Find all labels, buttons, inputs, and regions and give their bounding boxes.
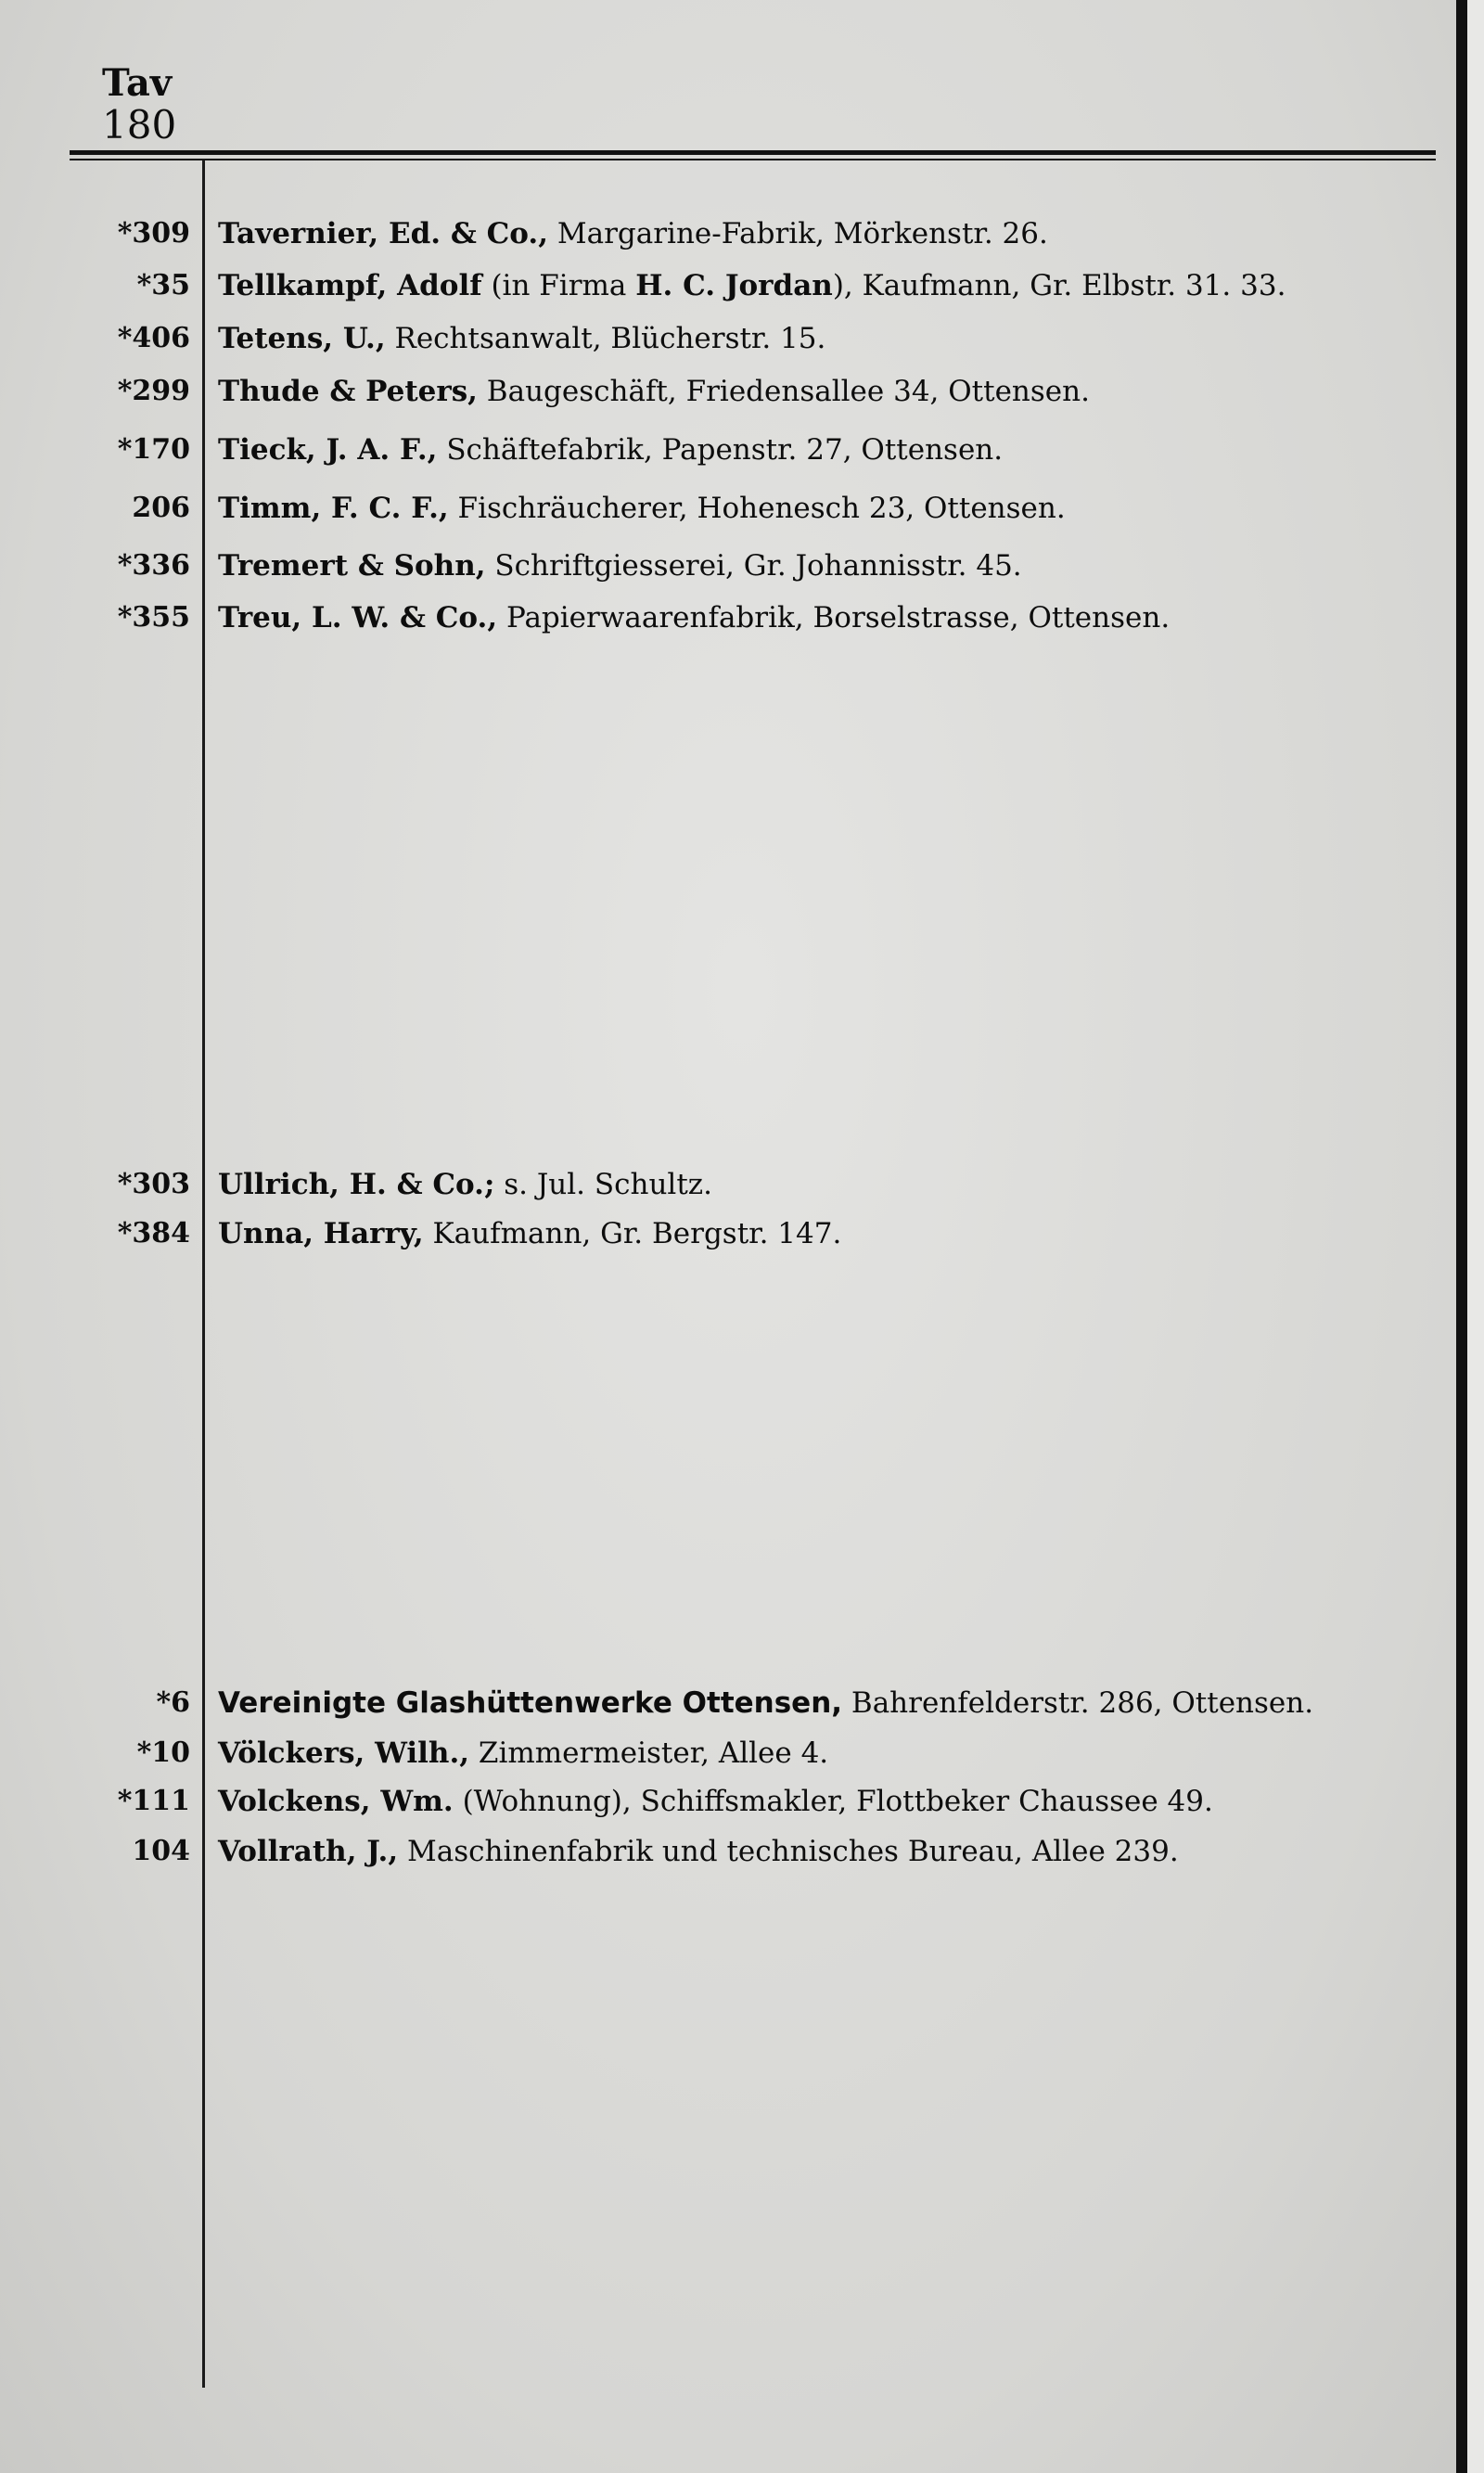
entry-text (218, 538, 1022, 594)
entry-text (218, 481, 1066, 536)
entry-name: Tieck, J. A. F., (218, 433, 438, 467)
list-item (0, 1157, 1447, 1212)
entry-name: Unna, Harry, (218, 1217, 424, 1250)
entry-text (218, 1824, 1179, 1879)
entry-number: *35 (136, 269, 190, 301)
entry-name: Vollrath, J., (218, 1835, 399, 1868)
entry-number: *170 (117, 433, 190, 466)
entry-number: *336 (117, 549, 190, 582)
list-item (0, 538, 1447, 594)
entry-detail: Schäftefabrik, Papenstr. 27, Ottensen. (437, 433, 1004, 467)
entry-text (218, 1675, 1313, 1731)
page-edge (1467, 0, 1484, 2473)
entry-number: 104 (132, 1835, 190, 1867)
list-item (0, 1206, 1447, 1262)
entry-number: *355 (117, 601, 190, 634)
entry-text (218, 258, 1286, 314)
entry-detail: Rechtsanwalt, Blücherstr. 15. (385, 322, 826, 355)
entry-number: *303 (117, 1168, 190, 1200)
list-item (0, 481, 1447, 536)
list-item (0, 206, 1447, 262)
header-tab: Tav (102, 61, 173, 105)
entry-firm: H. C. Jordan (635, 269, 833, 302)
entry-detail: Baugeschäft, Friedensallee 34, Ottensen. (477, 375, 1090, 408)
entry-number: *406 (117, 322, 190, 354)
entry-text (218, 1725, 828, 1781)
entry-detail: Bahrenfelderstr. 286, Ottensen. (842, 1686, 1314, 1720)
list-item (0, 1675, 1447, 1731)
entry-number: *309 (117, 217, 190, 250)
entry-name: Thude & Peters, (218, 375, 478, 408)
entry-name: Volckens, Wm. (218, 1785, 454, 1818)
entry-name: Völckers, Wilh., (218, 1736, 470, 1770)
list-item (0, 1774, 1447, 1829)
header-rule-thin (70, 159, 1436, 160)
list-item (0, 258, 1447, 314)
entry-number: *111 (117, 1785, 190, 1817)
entry-number: 206 (132, 492, 190, 524)
entry-detail: (in Firma (481, 269, 636, 302)
binding-shadow (1456, 0, 1467, 2473)
list-item (0, 364, 1447, 419)
entry-detail: Kaufmann, Gr. Bergstr. 147. (423, 1217, 842, 1250)
entry-text (218, 1206, 841, 1262)
entry-name: Treu, L. W. & Co., (218, 601, 498, 634)
entry-number: *10 (136, 1736, 190, 1769)
entry-detail: (Wohnung), Schiffsmakler, Flottbeker Chaussee 49. (453, 1785, 1213, 1818)
entry-name: Tremert & Sohn, (218, 549, 486, 583)
list-item (0, 590, 1447, 646)
entry-number: *384 (117, 1217, 190, 1249)
header-rule (70, 150, 1436, 155)
entry-number: *6 (156, 1686, 190, 1719)
entry-name: Timm, F. C. F., (218, 492, 449, 525)
list-item (0, 311, 1447, 366)
page-header (102, 61, 177, 147)
entry-name: Tavernier, Ed. & Co., (218, 217, 549, 250)
entry-detail: s. Jul. Schultz. (494, 1168, 712, 1201)
entry-text (218, 1774, 1213, 1829)
entry-text (218, 590, 1170, 646)
entry-name: Tetens, U., (218, 322, 386, 355)
entry-text (218, 1157, 712, 1212)
entry-detail: Zimmermeister, Allee 4. (469, 1736, 829, 1770)
entry-name: Ullrich, H. & Co.; (218, 1168, 495, 1201)
list-item (0, 1824, 1447, 1879)
entry-detail: Papierwaarenfabrik, Borselstrasse, Ottensen. (497, 601, 1171, 634)
list-item (0, 422, 1447, 478)
entry-number: *299 (117, 375, 190, 407)
entry-text (218, 364, 1090, 419)
page-number: 180 (102, 102, 177, 147)
list-item (0, 1725, 1447, 1781)
entry-text (218, 206, 1048, 262)
entry-text (218, 311, 825, 366)
entry-name: Vereinigte Glashüttenwerke Ottensen, (218, 1686, 843, 1720)
entry-name: Tellkampf, Adolf (218, 269, 482, 302)
entry-detail: Maschinenfabrik und technisches Bureau, Allee 239. (398, 1835, 1179, 1868)
entry-text (218, 422, 1003, 478)
entry-detail: ), Kaufmann, Gr. Elbstr. 31. 33. (832, 269, 1286, 302)
entry-detail: Schriftgiesserei, Gr. Johannisstr. 45. (485, 549, 1022, 583)
entry-detail: Fischräucherer, Hohenesch 23, Ottensen. (448, 492, 1066, 525)
entry-detail: Margarine-Fabrik, Mörkenstr. 26. (548, 217, 1048, 250)
